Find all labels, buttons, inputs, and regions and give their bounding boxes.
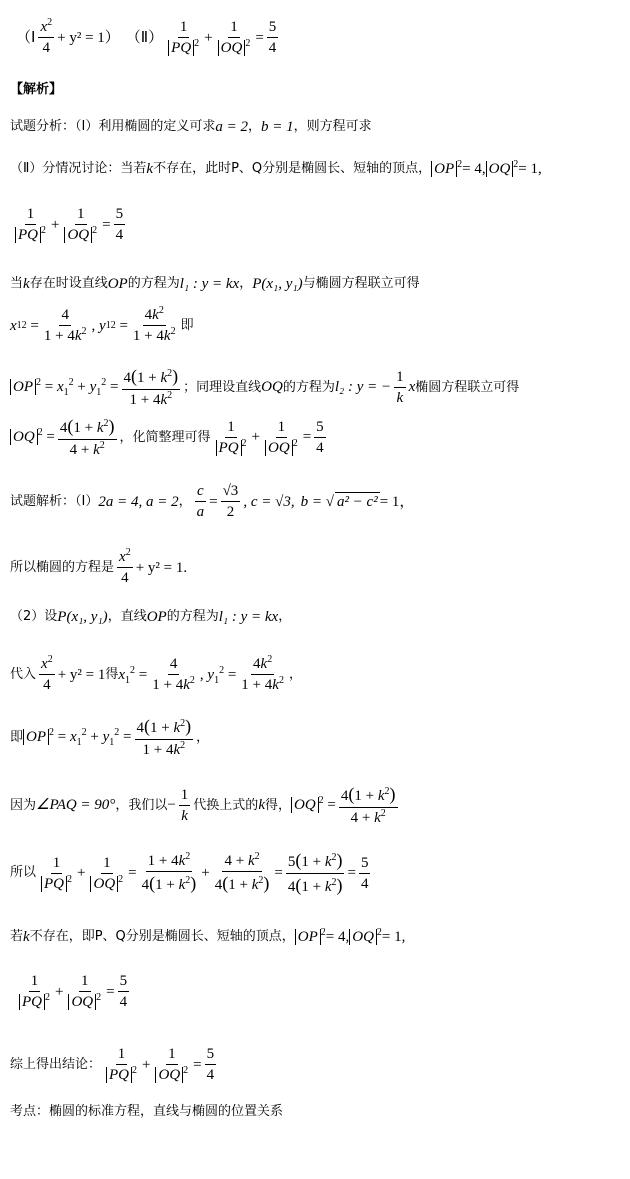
- result-frac: $\frac{5}{4}$: [268, 19, 277, 56]
- analysis-line-5: x 1 2 = $\frac{4}{1 + 4k^2}$ , y 1 2 = $\frac{4k^2}{1 + 4k^2}$ 即: [10, 305, 194, 344]
- solution-line-1: 试题解析：（Ⅰ） 2a = 4, a = 2 ， $\frac{c}{a}$ = $\frac{√3}{2}$ , c = √3, b = √ a² − c² = 1，: [10, 483, 415, 520]
- solution-line-2: 所以椭圆的方程是 $\frac{x^2}{4}$ + y² = 1.: [10, 547, 188, 586]
- analysis-heading: 【解析】: [10, 82, 63, 97]
- solution-line-6: 因为 ∠PAQ = 90° ，我们以 − $\frac{1}{k}$ 代换上式的 k 得， OQ $^2$ = $\frac{4(1 + k^2)}{4 + k^2}$: [10, 784, 396, 826]
- analysis-line-3: $\frac{1}{PQ ^2}$ + $\frac{1}{OQ ^2}$ = $\frac{5}{4}$: [10, 205, 128, 244]
- part1-label: （Ⅰ: [16, 29, 36, 46]
- inv-oq2: $\frac{1}{OQ ^2}$: [216, 18, 253, 57]
- solution-line-5: 即 OP $^2 = x_1^2 + y_1^2$ = $\frac{4(1 + k^2)}{1 + 4k^2}$ ，: [10, 716, 210, 758]
- x2-over-4: $\frac{x^2}{4}$: [40, 17, 53, 56]
- analysis-line-1: 试题分析：（Ⅰ）利用椭圆的定义可求 a = 2 ， b = 1 ，则方程可求: [10, 119, 372, 135]
- solution-line-4: 代入 $\frac{x^2}{4}$ + y² = 1 得 $x_1^2$ = $\frac{4}{1 + 4k^2}$ , $y_1^2$ = $\frac{4k^2}{1 + 4k^2}$ ，: [10, 654, 302, 693]
- solution-line-7: 所以 $\frac{1}{PQ ^2}$ + $\frac{1}{OQ ^2}$ = $\frac{1 + 4k^2}{4(1 + k^2)}$ + $\frac{4 + k^2}{4(1 + k^2)}$ = $\frac{5(1 + k^2)}{4(1 + k^2)}$ = $\frac{5}{4}$: [10, 850, 369, 895]
- part2-label: （Ⅱ）: [125, 29, 164, 46]
- inv-pq2: $\frac{1}{PQ ^2}$: [166, 18, 201, 57]
- analysis-line-7: OQ $^2$ = $\frac{4(1 + k^2)}{4 + k^2}$ ，化简整理可得 $\frac{1}{PQ ^2}$ + $\frac{1}{OQ ^2}$ = $\frac{5}{4}$: [10, 416, 329, 459]
- kaodian-line: 考点：椭圆的标准方程，直线与椭圆的位置关系: [10, 1104, 284, 1119]
- analysis-line-4: 当 k 存在时设直线 OP 的方程为 l₁ : y = kx ， P(x₁, y₁) 与椭圆方程联立可得: [10, 276, 420, 292]
- solution-line-9: $\frac{1}{PQ ^2}$ + $\frac{1}{OQ ^2}$ = $\frac{5}{4}$: [14, 972, 132, 1011]
- part1-eq: + y² = 1）: [57, 29, 120, 46]
- analysis-line-2: （Ⅱ）分情况讨论：当若 k 不存在，此时P、Q分别是椭圆长、短轴的顶点， OP $^2$ = 4, OQ $^2$ = 1,: [10, 159, 542, 177]
- solution-line-3: （2）设 P(x₁, y₁) ，直线 OP 的方程为 l₁ : y = kx ，: [10, 609, 292, 625]
- answer-line: （Ⅰ $\frac{x^2}{4}$ + y² = 1） （Ⅱ） $\frac{1}{PQ ^2}$ + $\frac{1}{OQ ^2}$ = $\frac{5}{4}$: [16, 17, 277, 56]
- solution-line-10: 综上得出结论： $\frac{1}{PQ ^2}$ + $\frac{1}{OQ ^2}$ = $\frac{5}{4}$: [10, 1046, 215, 1083]
- analysis-line-6: OP $^2 = x_1^2 + y_1^2$ = $\frac{4(1 + k^2)}{1 + 4k^2}$ ；同理设直线 OQ 的方程为 l₂ : y = − $\frac{1}{k}$ x 椭圆方程联立可得: [10, 366, 519, 409]
- solution-line-8: 若 k 不存在，即P、Q分别是椭圆长、短轴的顶点， OP $^2$ = 4, OQ $^2$ = 1,: [10, 927, 406, 945]
